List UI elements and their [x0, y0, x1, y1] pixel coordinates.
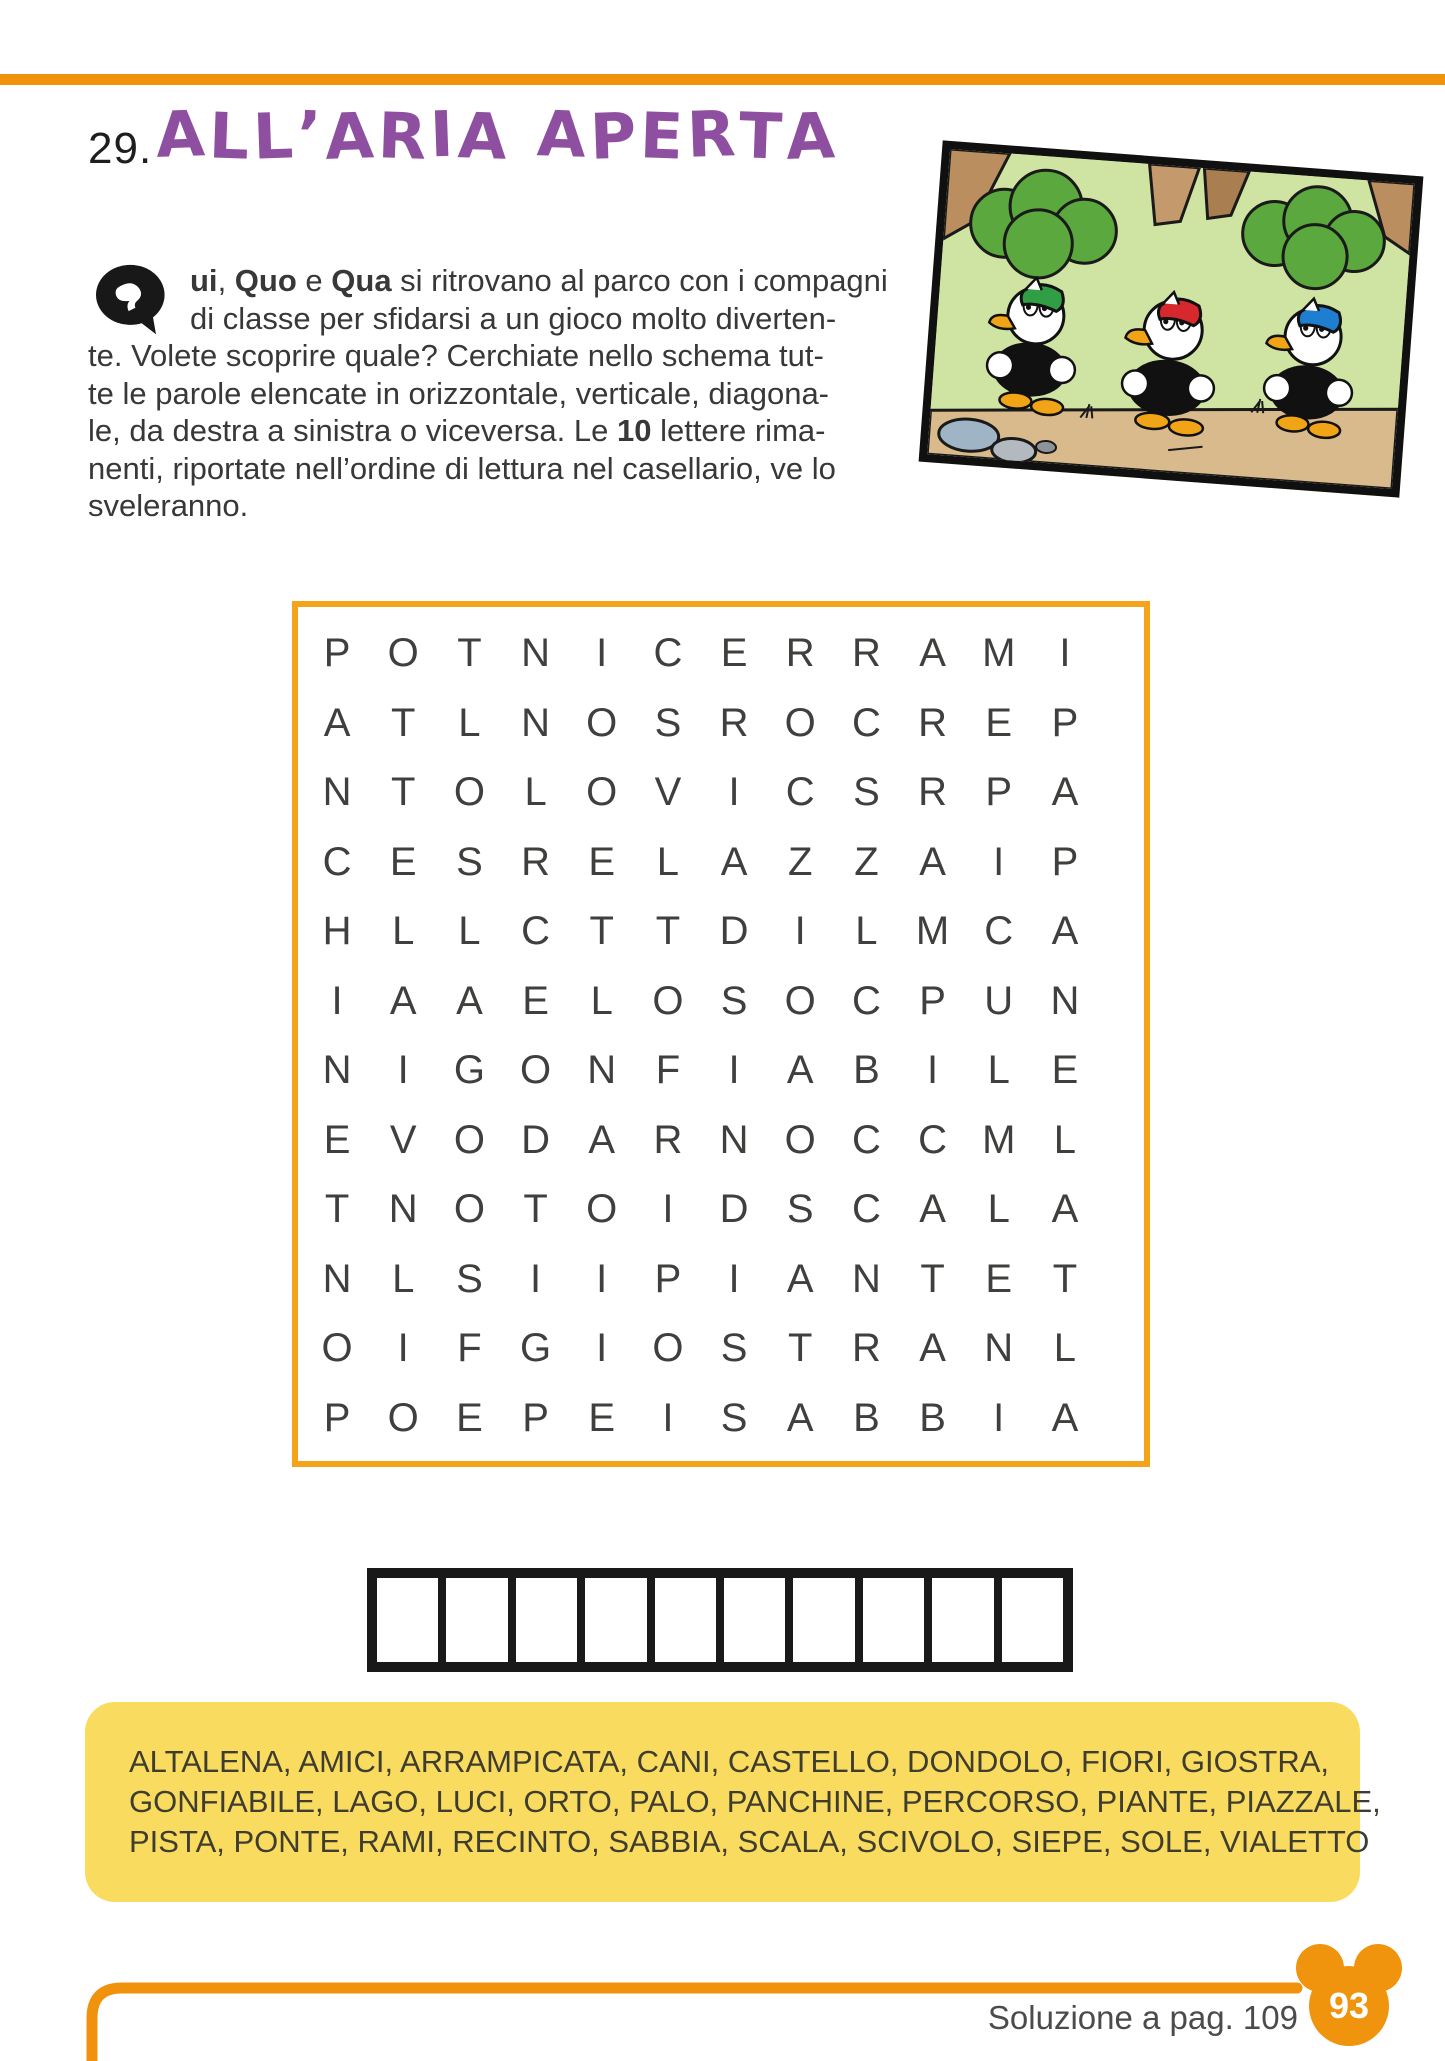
grid-cell: L	[392, 909, 415, 954]
grid-cell: D	[521, 1117, 551, 1162]
grid-cell: N	[322, 1256, 352, 1301]
grid-cell: E	[588, 1395, 616, 1440]
grid-cell: A	[1051, 1395, 1079, 1440]
grid-cell: I	[331, 978, 343, 1023]
answer-cell	[516, 1578, 577, 1662]
grid-cell: I	[596, 631, 608, 676]
grid-cell: R	[918, 700, 948, 745]
grid-cell: L	[656, 839, 680, 884]
grid-cell: S	[456, 839, 483, 884]
grid-cell: A	[919, 631, 946, 676]
title-letter: L	[207, 99, 255, 174]
grid-cell: C	[918, 1117, 948, 1162]
grid-cell: D	[719, 1187, 749, 1232]
title-letter: A	[785, 99, 841, 174]
grid-cell: C	[851, 700, 881, 745]
grid-cell: E	[522, 978, 549, 1023]
grid-cell: L	[855, 909, 878, 954]
grid-cell: N	[388, 1187, 418, 1232]
grid-cell: O	[387, 1395, 419, 1440]
grid-cell: P	[919, 978, 946, 1023]
grid-cell: M	[982, 1117, 1016, 1162]
page-title	[154, 97, 841, 174]
grid-cell: O	[520, 1048, 552, 1093]
grid-cell: S	[654, 700, 682, 745]
intro-line: sveleranno.	[88, 488, 249, 523]
solution-note: Soluzione a pag. 109	[987, 1999, 1298, 2036]
grid-cell: I	[728, 770, 740, 815]
intro-line: ui, Quo e Qua si ritrovano al parco con i compagni	[190, 263, 888, 298]
grid-cell: T	[391, 700, 416, 745]
grid-cell: T	[523, 1187, 548, 1232]
grid-cell: N	[322, 770, 352, 815]
grid-cell: O	[586, 700, 618, 745]
grid-cell: I	[728, 1048, 740, 1093]
grid-cell: I	[397, 1326, 409, 1371]
grid-cell: I	[596, 1326, 608, 1371]
word-search-grid	[292, 601, 1150, 1467]
title-letter: R	[376, 99, 432, 174]
grid-cell: S	[720, 978, 748, 1023]
grid-cell: P	[522, 1395, 549, 1440]
grid-cell: L	[524, 770, 547, 815]
grid-cell: N	[521, 700, 551, 745]
grid-cell: M	[915, 909, 950, 954]
grid-cell: G	[520, 1326, 552, 1371]
grid-cell: R	[851, 1326, 881, 1371]
grid-cell: A	[588, 1117, 616, 1162]
grid-cell: T	[1052, 1256, 1078, 1301]
grid-cell: N	[521, 631, 551, 676]
answer-cell	[863, 1578, 924, 1662]
grid-cell: O	[784, 700, 816, 745]
grid-cell: E	[389, 839, 417, 884]
grid-cell: A	[720, 839, 748, 884]
grid-cell: E	[1051, 1048, 1079, 1093]
grid-cell: I	[662, 1187, 674, 1232]
grid-cell: O	[652, 978, 684, 1023]
grid-cell: A	[786, 1048, 814, 1093]
grid-cell: T	[788, 1326, 813, 1371]
puzzle-number: 29.	[88, 124, 153, 173]
grid-cell: T	[457, 631, 482, 676]
grid-cell: C	[785, 770, 815, 815]
grid-cell: H	[322, 909, 352, 954]
dropcap-q-icon	[88, 264, 176, 336]
title-letter: P	[588, 99, 642, 174]
grid-cell: L	[590, 978, 613, 1023]
grid-cell: P	[1051, 839, 1079, 884]
answer-cell	[724, 1578, 785, 1662]
grid-cell: V	[654, 770, 682, 815]
title-letter: R	[685, 97, 741, 172]
grid-cell: P	[323, 1395, 351, 1440]
grid-cell: E	[588, 839, 616, 884]
grid-cell: A	[1051, 909, 1079, 954]
title-letter: A	[323, 99, 380, 174]
grid-cell: I	[993, 839, 1005, 884]
word-list-line: PISTA, PONTE, RAMI, RECINTO, SABBIA, SCALA, SCIVOLO, SIEPE, SOLE, VIALETTO	[129, 1824, 1370, 1859]
park-illustration	[919, 140, 1424, 497]
grid-cell: T	[391, 770, 416, 815]
title-letter: A	[154, 97, 210, 172]
intro-line: le, da destra a sinistra o viceversa. Le 10 lettere rima-	[88, 413, 826, 448]
grid-cell: S	[720, 1395, 748, 1440]
grid-cell: O	[586, 1187, 618, 1232]
grid-cell: Z	[788, 839, 813, 884]
grid-cell: L	[458, 700, 481, 745]
grid-cell: L	[392, 1256, 415, 1301]
grid-cell: A	[919, 839, 946, 884]
grid-cell: E	[456, 1395, 483, 1440]
grid-cell: O	[586, 770, 618, 815]
grid-cell: N	[851, 1256, 881, 1301]
grid-cell: L	[1053, 1117, 1077, 1162]
title-letter: E	[638, 99, 689, 174]
grid-cell: A	[786, 1395, 814, 1440]
grid-cell: B	[919, 1395, 946, 1440]
grid-cell: A	[919, 1326, 946, 1371]
grid-cell: I	[530, 1256, 542, 1301]
grid-cell: G	[453, 1048, 485, 1093]
grid-cell: A	[1051, 770, 1079, 815]
page-number: 93	[1328, 1985, 1370, 2026]
grid-cell: A	[919, 1187, 946, 1232]
title-letter: A	[535, 97, 592, 172]
grid-cell: E	[720, 631, 748, 676]
grid-cell: C	[851, 1187, 881, 1232]
grid-cell: E	[985, 1256, 1013, 1301]
intro-line: te le parole elencate in orizzontale, verticale, diagona-	[88, 375, 830, 411]
grid-cell: C	[851, 978, 881, 1023]
grid-cell: R	[719, 700, 749, 745]
title-letter: A	[456, 99, 512, 174]
grid-cell: A	[786, 1256, 814, 1301]
title-letter: T	[738, 99, 788, 174]
answer-cell	[932, 1578, 993, 1662]
word-list-line: GONFIABILE, LAGO, LUCI, ORTO, PALO, PANCHINE, PERCORSO, PIANTE, PIAZZALE,	[129, 1784, 1381, 1819]
grid-cell: N	[587, 1048, 617, 1093]
grid-cell: I	[794, 909, 806, 954]
grid-cell: A	[323, 700, 351, 745]
page-number-badge	[1309, 1966, 1389, 2046]
intro-paragraph	[88, 262, 888, 525]
grid-cell: B	[853, 1395, 880, 1440]
title-letter: ’	[295, 97, 327, 172]
rock	[1036, 440, 1057, 453]
word-list-box	[85, 1702, 1381, 1902]
intro-line: di classe per sfidarsi a un gioco molto diverten-	[190, 300, 837, 336]
grid-cell: T	[589, 909, 614, 954]
grid-cell: O	[784, 1117, 816, 1162]
grid-cell: O	[652, 1326, 684, 1371]
grid-cell: I	[728, 1256, 740, 1301]
grid-cell: C	[521, 909, 551, 954]
grid-cell: T	[655, 909, 681, 954]
grid-cell: M	[982, 631, 1016, 676]
grid-cell: I	[993, 1395, 1005, 1440]
grid-cell: T	[920, 1256, 945, 1301]
answer-cell	[655, 1578, 716, 1662]
grid-cell: O	[453, 770, 485, 815]
grid-cell: N	[719, 1117, 749, 1162]
grid-cell: L	[987, 1187, 1010, 1232]
answer-boxes	[367, 1568, 1073, 1672]
grid-cell: U	[984, 978, 1014, 1023]
intro-lines	[88, 262, 888, 525]
grid-cell: C	[984, 909, 1014, 954]
title-letter: I	[428, 97, 459, 172]
grid-cell: E	[985, 700, 1013, 745]
grid-cell: I	[1059, 631, 1071, 676]
grid-cell: F	[457, 1326, 482, 1371]
grid-cell: P	[323, 631, 351, 676]
grid-cell: S	[786, 1187, 814, 1232]
answer-cell	[446, 1578, 507, 1662]
grid-cell: O	[387, 631, 419, 676]
title-letter	[511, 158, 537, 159]
grid-cell: Z	[854, 839, 879, 884]
grid-cell: O	[453, 1187, 485, 1232]
grid-cell: R	[918, 770, 948, 815]
word-list-line: ALTALENA, AMICI, ARRAMPICATA, CANI, CASTELLO, DONDOLO, FIORI, GIOSTRA,	[129, 1744, 1330, 1779]
grid-cell: I	[397, 1048, 409, 1093]
grid-cell: L	[1053, 1326, 1077, 1371]
grid-cell: N	[984, 1326, 1014, 1371]
grid-cell: T	[324, 1187, 350, 1232]
grid-cell: O	[321, 1326, 353, 1371]
grid-cell: E	[323, 1117, 351, 1162]
grid-cell: R	[851, 631, 881, 676]
grid-cell: N	[1050, 978, 1080, 1023]
grid-cell: N	[322, 1048, 352, 1093]
answer-cell	[793, 1578, 854, 1662]
grid-cell: R	[785, 631, 815, 676]
grid-cell: A	[389, 978, 417, 1023]
grid-cell: C	[653, 631, 683, 676]
grid-cell: C	[851, 1117, 881, 1162]
intro-line: nenti, riportate nell’ordine di lettura nel casellario, ve lo	[88, 450, 836, 486]
grid-cell: O	[453, 1117, 485, 1162]
grid-cell: I	[662, 1395, 674, 1440]
grid-cell: O	[784, 978, 816, 1023]
grid-cell: S	[456, 1256, 483, 1301]
grid-cell: B	[853, 1048, 880, 1093]
grid-cell: P	[985, 770, 1013, 815]
grid-cell: I	[596, 1256, 608, 1301]
grid-cell: A	[1051, 1187, 1079, 1232]
answer-cell	[585, 1578, 646, 1662]
grid-cell: A	[456, 978, 483, 1023]
grid-cell: P	[1051, 700, 1079, 745]
grid-cell: L	[458, 909, 481, 954]
answer-cell	[1002, 1578, 1063, 1662]
grid-cell: P	[654, 1256, 682, 1301]
grid-cell: F	[655, 1048, 681, 1093]
answer-cell	[377, 1578, 438, 1662]
grid-cell: V	[389, 1117, 417, 1162]
grid-cell: R	[521, 839, 551, 884]
grid-cell: S	[853, 770, 880, 815]
grid-cell: C	[322, 839, 352, 884]
intro-line: te. Volete scoprire quale? Cerchiate nello schema tut-	[88, 338, 824, 373]
top-border-bar	[0, 74, 1445, 85]
grid-cell: R	[653, 1117, 683, 1162]
park-illustration-art	[927, 149, 1415, 489]
title-letter: L	[251, 99, 299, 174]
grid-cell: D	[719, 909, 749, 954]
word-search-letters	[298, 607, 1144, 1461]
grid-cell: S	[720, 1326, 748, 1371]
grid-cell: I	[927, 1048, 939, 1093]
grid-cell: L	[987, 1048, 1010, 1093]
